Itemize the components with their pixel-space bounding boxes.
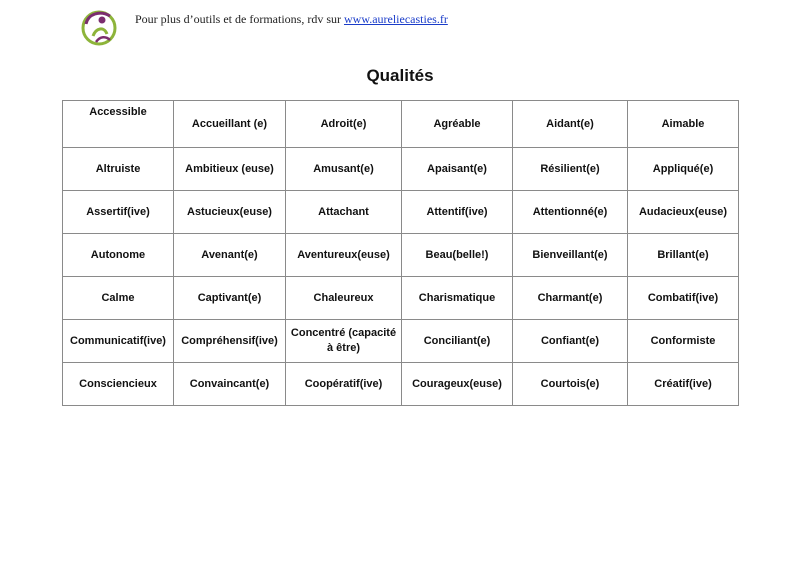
table-row — [63, 277, 739, 320]
header-line — [135, 12, 448, 27]
qualities-table — [62, 100, 739, 406]
page-title: Qualités — [366, 66, 434, 85]
table-row — [63, 191, 739, 234]
table-row — [63, 148, 739, 191]
table-cell: Apaisant(e) — [402, 148, 513, 191]
table-cell: Coopératif(ive) — [286, 363, 402, 406]
table-cell: Combatif(ive) — [628, 277, 739, 320]
table-cell: Adroit(e) — [286, 101, 402, 148]
table-cell: Créatif(ive) — [628, 363, 739, 406]
table-cell: Concentré (capacité à être) — [286, 320, 402, 363]
table-cell: Communicatif(ive) — [63, 320, 174, 363]
table-cell: Appliqué(e) — [628, 148, 739, 191]
table-cell: Courageux(euse) — [402, 363, 513, 406]
table-cell: Beau(belle!) — [402, 234, 513, 277]
table-cell: Agréable — [402, 101, 513, 148]
table-cell: Calme — [63, 277, 174, 320]
table-cell: Convaincant(e) — [174, 363, 286, 406]
table-cell: Accessible — [63, 101, 174, 148]
table-row — [63, 363, 739, 406]
table-cell: Consciencieux — [63, 363, 174, 406]
table-cell: Aimable — [628, 101, 739, 148]
table-cell: Altruiste — [63, 148, 174, 191]
table-row — [63, 320, 739, 363]
table-cell: Charismatique — [402, 277, 513, 320]
table-row — [63, 101, 739, 148]
table-cell: Autonome — [63, 234, 174, 277]
table-cell: Aventureux(euse) — [286, 234, 402, 277]
logo-icon — [80, 6, 118, 50]
table-cell: Conciliant(e) — [402, 320, 513, 363]
table-cell: Charmant(e) — [513, 277, 628, 320]
table-cell: Attentif(ive) — [402, 191, 513, 234]
table-cell: Conformiste — [628, 320, 739, 363]
table-row — [63, 234, 739, 277]
table-cell: Résilient(e) — [513, 148, 628, 191]
table-cell: Bienveillant(e) — [513, 234, 628, 277]
table-cell: Astucieux(euse) — [174, 191, 286, 234]
table-cell: Chaleureux — [286, 277, 402, 320]
table-cell: Captivant(e) — [174, 277, 286, 320]
table-cell: Audacieux(euse) — [628, 191, 739, 234]
table-cell: Amusant(e) — [286, 148, 402, 191]
table-cell: Ambitieux (euse) — [174, 148, 286, 191]
table-cell: Avenant(e) — [174, 234, 286, 277]
table-cell: Aidant(e) — [513, 101, 628, 148]
table-cell: Compréhensif(ive) — [174, 320, 286, 363]
header-text: Pour plus d’outils et de formations, rdv sur — [135, 12, 344, 26]
table-cell: Attentionné(e) — [513, 191, 628, 234]
website-link[interactable]: www.aureliecasties.fr — [343, 12, 448, 26]
table-cell: Brillant(e) — [628, 234, 739, 277]
table-cell: Confiant(e) — [513, 320, 628, 363]
table-cell: Accueillant (e) — [174, 101, 286, 148]
table-cell: Courtois(e) — [513, 363, 628, 406]
table-cell: Attachant — [286, 191, 402, 234]
table-cell: Assertif(ive) — [63, 191, 174, 234]
